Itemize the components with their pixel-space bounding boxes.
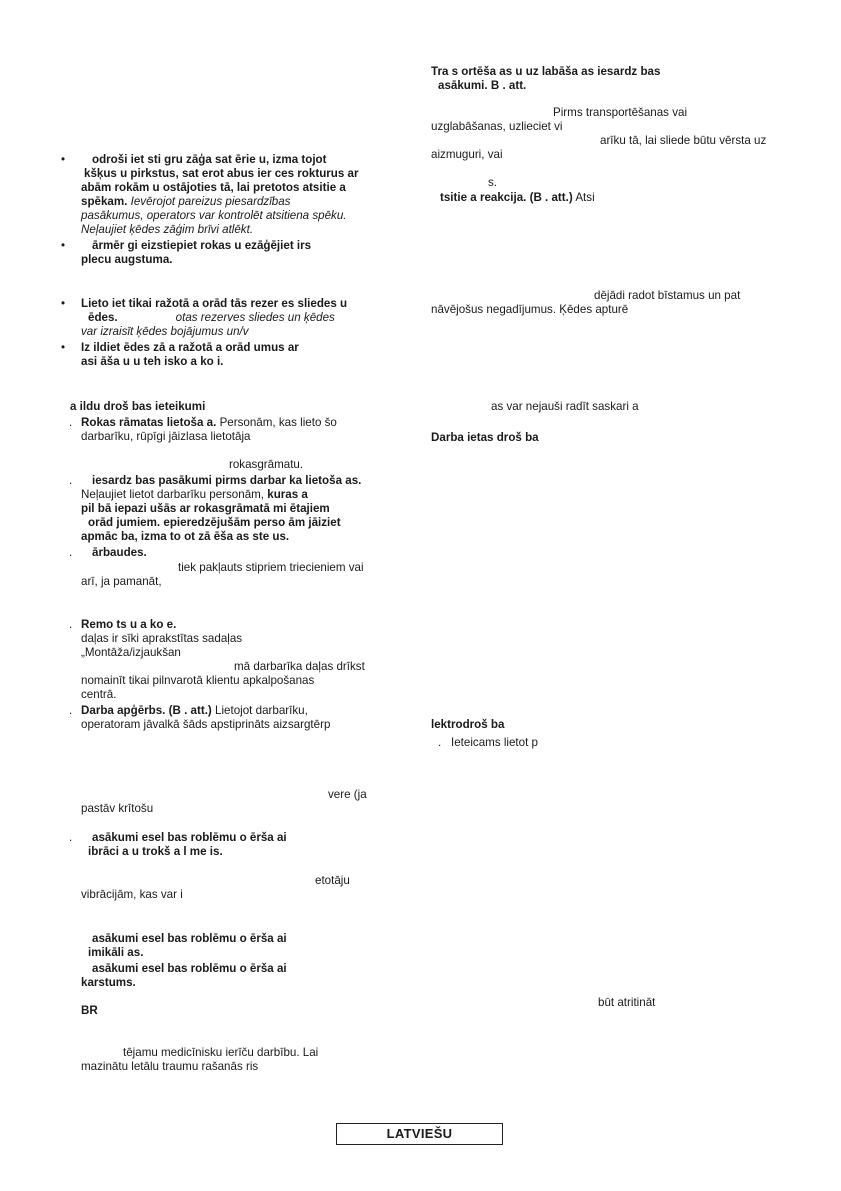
instruction-line: darbarīku, rūpīgi jāizlasa lietotāja	[81, 430, 251, 443]
instruction-line: arīku tā, lai sliede būtu vērsta uz	[600, 134, 767, 147]
safety-text: asi āša u u teh isko a ko i.	[81, 355, 224, 368]
safety-text: Iz ildiet ēdes zā a ražotā a orād umus ar	[81, 341, 299, 354]
instruction-line: s.	[488, 176, 498, 189]
instruction-line: centrā.	[81, 688, 117, 701]
safety-text: odroši iet sti gru zāģa sat ērie u, izma tojot	[92, 153, 327, 166]
instruction-line: Ieteicams lietot p	[451, 736, 538, 749]
safety-emphasis: spēkam.	[81, 195, 128, 208]
instruction-line: dējādi radot bīstamus un pat	[594, 289, 741, 302]
item-number: .	[69, 474, 73, 487]
instruction-line: Rokas rāmatas lietoša a. Personām, kas lieto šo	[81, 416, 337, 429]
instruction-line: apmāc ba, izma to ot zā ēša as ste us.	[81, 530, 290, 543]
instruction-line: nāvējošus negadījumus. Ķēdes apturē	[431, 303, 629, 316]
instruction-line: vibrācijām, kas var i	[81, 888, 183, 901]
instruction-line: būt atritināt	[598, 996, 656, 1009]
section-heading: asākumi. B . att.	[438, 79, 527, 92]
safety-note: otas rezerves sliedes un ķēdes	[175, 311, 335, 324]
bullet: •	[61, 153, 66, 166]
item-label: asākumi esel bas roblēmu o ērša ai	[92, 962, 287, 975]
instruction-line: orād jumiem. epieredzējušām perso ām jāiziet	[88, 516, 341, 529]
bullet: •	[61, 297, 66, 310]
item-number: .	[438, 736, 442, 749]
instruction-line: daļas ir sīki aprakstītas sadaļas	[81, 632, 243, 645]
language-label: LATVIEŠU	[336, 1123, 503, 1145]
item-label: BR	[81, 1004, 98, 1017]
instruction-line: tējamu medicīnisku ierīču darbību. Lai	[123, 1046, 319, 1059]
safety-note: var izraisīt ķēdes bojājumus un/v	[81, 325, 249, 338]
item-label: ibrāci a u trokš a l me is.	[88, 845, 223, 858]
safety-note: Ievērojot pareizus piesardzības	[130, 195, 291, 208]
safety-text	[81, 195, 290, 209]
instruction-line: nomainīt tikai pilnvarotā klientu apkalpošanas	[81, 674, 315, 687]
item-number: .	[69, 546, 73, 559]
section-heading: Darba ietas droš ba	[431, 431, 539, 444]
safety-text: abām rokām u ostājoties tā, lai pretotos atsitie a	[81, 181, 346, 194]
instruction-line: tsitie a reakcija. (B . att.) Atsi	[440, 191, 595, 204]
item-number: .	[69, 704, 73, 717]
safety-text: Lieto iet tikai ražotā a orād tās rezer es sliedes u	[81, 297, 348, 310]
bullet: •	[61, 239, 66, 252]
section-heading: lektrodroš ba	[431, 718, 505, 731]
instruction-line: Neļaujiet lietot darbarīku personām, kuras a	[81, 488, 308, 501]
instruction-line: Darba apģērbs. (B . att.) Lietojot darbarīku,	[81, 704, 308, 717]
safety-text: ārmēr gi eizstiepiet rokas u ezāģējiet irs	[92, 239, 312, 252]
instruction-line: operatoram jāvalkā šāds apstiprināts aizsargtērp	[81, 718, 331, 731]
item-number: .	[69, 831, 73, 844]
instruction-line: pil bā iepazi ušās ar rokasgrāmatā mi ētajiem	[81, 502, 330, 515]
safety-text: kšķus u pirkstus, sat erot abus ier ces rokturus ar	[84, 167, 359, 180]
instruction-line: etotāju	[315, 874, 350, 887]
item-number: .	[69, 618, 73, 631]
safety-emphasis: ēdes.	[88, 311, 118, 324]
instruction-line: tiek pakļauts stipriem triecieniem vai	[178, 561, 364, 574]
instruction-line: uzglabāšanas, uzlieciet vi	[431, 120, 563, 133]
instruction-line: Pirms transportēšanas vai	[553, 106, 688, 119]
safety-note: pasākumus, operators var kontrolēt atsitiena spēku.	[81, 209, 347, 222]
safety-note: Neļaujiet ķēdes zāģim brīvi atlēkt.	[81, 223, 254, 236]
instruction-line: as var nejauši radīt saskari a	[491, 400, 639, 413]
item-label: asākumi esel bas roblēmu o ērša ai	[92, 932, 287, 945]
instruction-line: „Montāža/izjaukšan	[81, 646, 181, 659]
instruction-line: pastāv krītošu	[81, 802, 154, 815]
instruction-line: mā darbarīka daļas drīkst	[234, 660, 365, 673]
item-label: ārbaudes.	[92, 546, 147, 559]
instruction-line: vere (ja	[328, 788, 367, 801]
instruction-line: mazinātu letālu traumu rašanās ris	[81, 1060, 259, 1073]
section-heading: Tra s ortēša as u uz labāša as iesardz bas	[431, 65, 661, 78]
item-label: asākumi esel bas roblēmu o ērša ai	[92, 831, 287, 844]
safety-text: plecu augstuma.	[81, 253, 173, 266]
instruction-line: arī, ja pamanāt,	[81, 575, 162, 588]
section-heading: a ildu droš bas ieteikumi	[70, 400, 206, 413]
item-label: iesardz bas pasākumi pirms darbar ka lietoša as.	[92, 474, 362, 487]
safety-text	[88, 311, 335, 325]
bullet: •	[61, 341, 66, 354]
item-label: Remo ts u a ko e.	[81, 618, 177, 631]
item-label: tsitie a reakcija. (B . att.)	[440, 191, 573, 204]
item-label: Darba apģērbs. (B . att.)	[81, 704, 212, 717]
instruction-line: aizmuguri, vai	[431, 148, 503, 161]
item-label: Rokas rāmatas lietoša a.	[81, 416, 217, 429]
instruction-line: rokasgrāmatu.	[229, 458, 304, 471]
item-number: .	[69, 416, 73, 429]
item-label: imikāli as.	[88, 946, 144, 959]
item-label: karstums.	[81, 976, 136, 989]
